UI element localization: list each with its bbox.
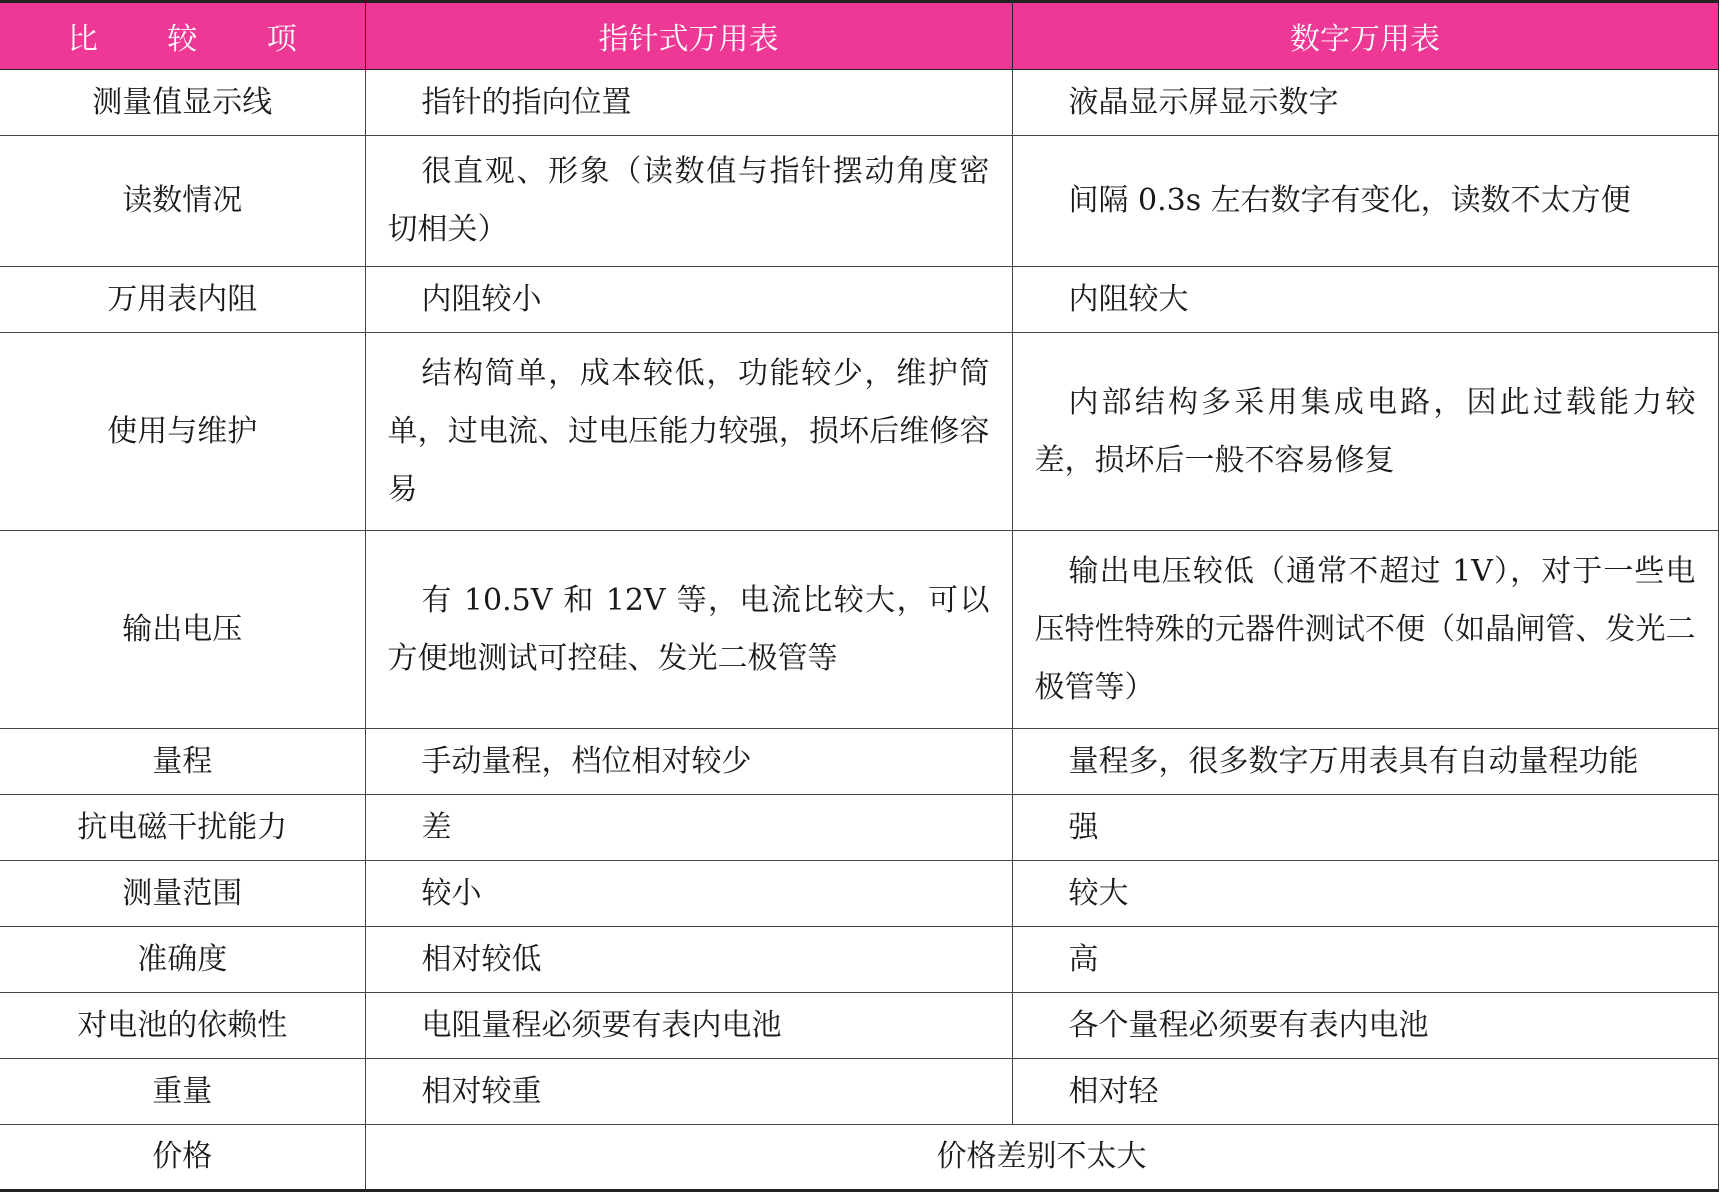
table-body (0, 70, 1718, 1191)
analog-cell: 较小 (365, 861, 1012, 927)
table-row (0, 1059, 1718, 1125)
digital-cell: 高 (1012, 927, 1718, 993)
analog-cell: 相对较重 (365, 1059, 1012, 1125)
analog-cell: 指针的指向位置 (365, 70, 1012, 136)
table-row (0, 927, 1718, 993)
table-row (0, 993, 1718, 1059)
table-row (0, 729, 1718, 795)
analog-cell: 差 (365, 795, 1012, 861)
table-row (0, 333, 1718, 531)
header-digital-multimeter: 数字万用表 (1012, 2, 1718, 70)
row-label: 测量值显示线 (0, 70, 365, 136)
row-label: 量程 (0, 729, 365, 795)
row-label: 万用表内阻 (0, 267, 365, 333)
analog-cell: 内阻较小 (365, 267, 1012, 333)
header-analog-multimeter: 指针式万用表 (365, 2, 1012, 70)
analog-cell: 电阻量程必须要有表内电池 (365, 993, 1012, 1059)
digital-cell: 相对轻 (1012, 1059, 1718, 1125)
row-label: 使用与维护 (0, 333, 365, 531)
analog-cell: 很直观、形象（读数值与指针摆动角度密切相关） (365, 136, 1012, 267)
digital-cell: 量程多，很多数字万用表具有自动量程功能 (1012, 729, 1718, 795)
header-row (0, 2, 1718, 70)
analog-cell: 相对较低 (365, 927, 1012, 993)
row-label: 读数情况 (0, 136, 365, 267)
digital-cell: 液晶显示屏显示数字 (1012, 70, 1718, 136)
table-row (0, 267, 1718, 333)
row-label: 价格 (0, 1125, 365, 1191)
row-label: 抗电磁干扰能力 (0, 795, 365, 861)
analog-cell: 有 10.5V 和 12V 等，电流比较大，可以方便地测试可控硅、发光二极管等 (365, 531, 1012, 729)
merged-price-cell: 价格差别不太大 (365, 1125, 1718, 1191)
table-row (0, 861, 1718, 927)
table-header (0, 2, 1718, 70)
digital-cell: 各个量程必须要有表内电池 (1012, 993, 1718, 1059)
row-label: 重量 (0, 1059, 365, 1125)
digital-cell: 强 (1012, 795, 1718, 861)
digital-cell: 较大 (1012, 861, 1718, 927)
analog-cell: 手动量程，档位相对较少 (365, 729, 1012, 795)
row-label: 准确度 (0, 927, 365, 993)
table-row (0, 531, 1718, 729)
row-label: 输出电压 (0, 531, 365, 729)
header-comparison-item: 比 较 项 (0, 2, 365, 70)
digital-cell: 输出电压较低（通常不超过 1V），对于一些电压特性特殊的元器件测试不便（如晶闸管、发光二极管等） (1012, 531, 1718, 729)
analog-cell: 结构简单，成本较低，功能较少，维护简单，过电流、过电压能力较强，损坏后维修容易 (365, 333, 1012, 531)
table-row (0, 70, 1718, 136)
table-row (0, 136, 1718, 267)
digital-cell: 间隔 0.3s 左右数字有变化，读数不太方便 (1012, 136, 1718, 267)
digital-cell: 内阻较大 (1012, 267, 1718, 333)
digital-cell: 内部结构多采用集成电路，因此过载能力较差，损坏后一般不容易修复 (1012, 333, 1718, 531)
table-row-price (0, 1125, 1718, 1191)
table-row (0, 795, 1718, 861)
row-label: 测量范围 (0, 861, 365, 927)
row-label: 对电池的依赖性 (0, 993, 365, 1059)
